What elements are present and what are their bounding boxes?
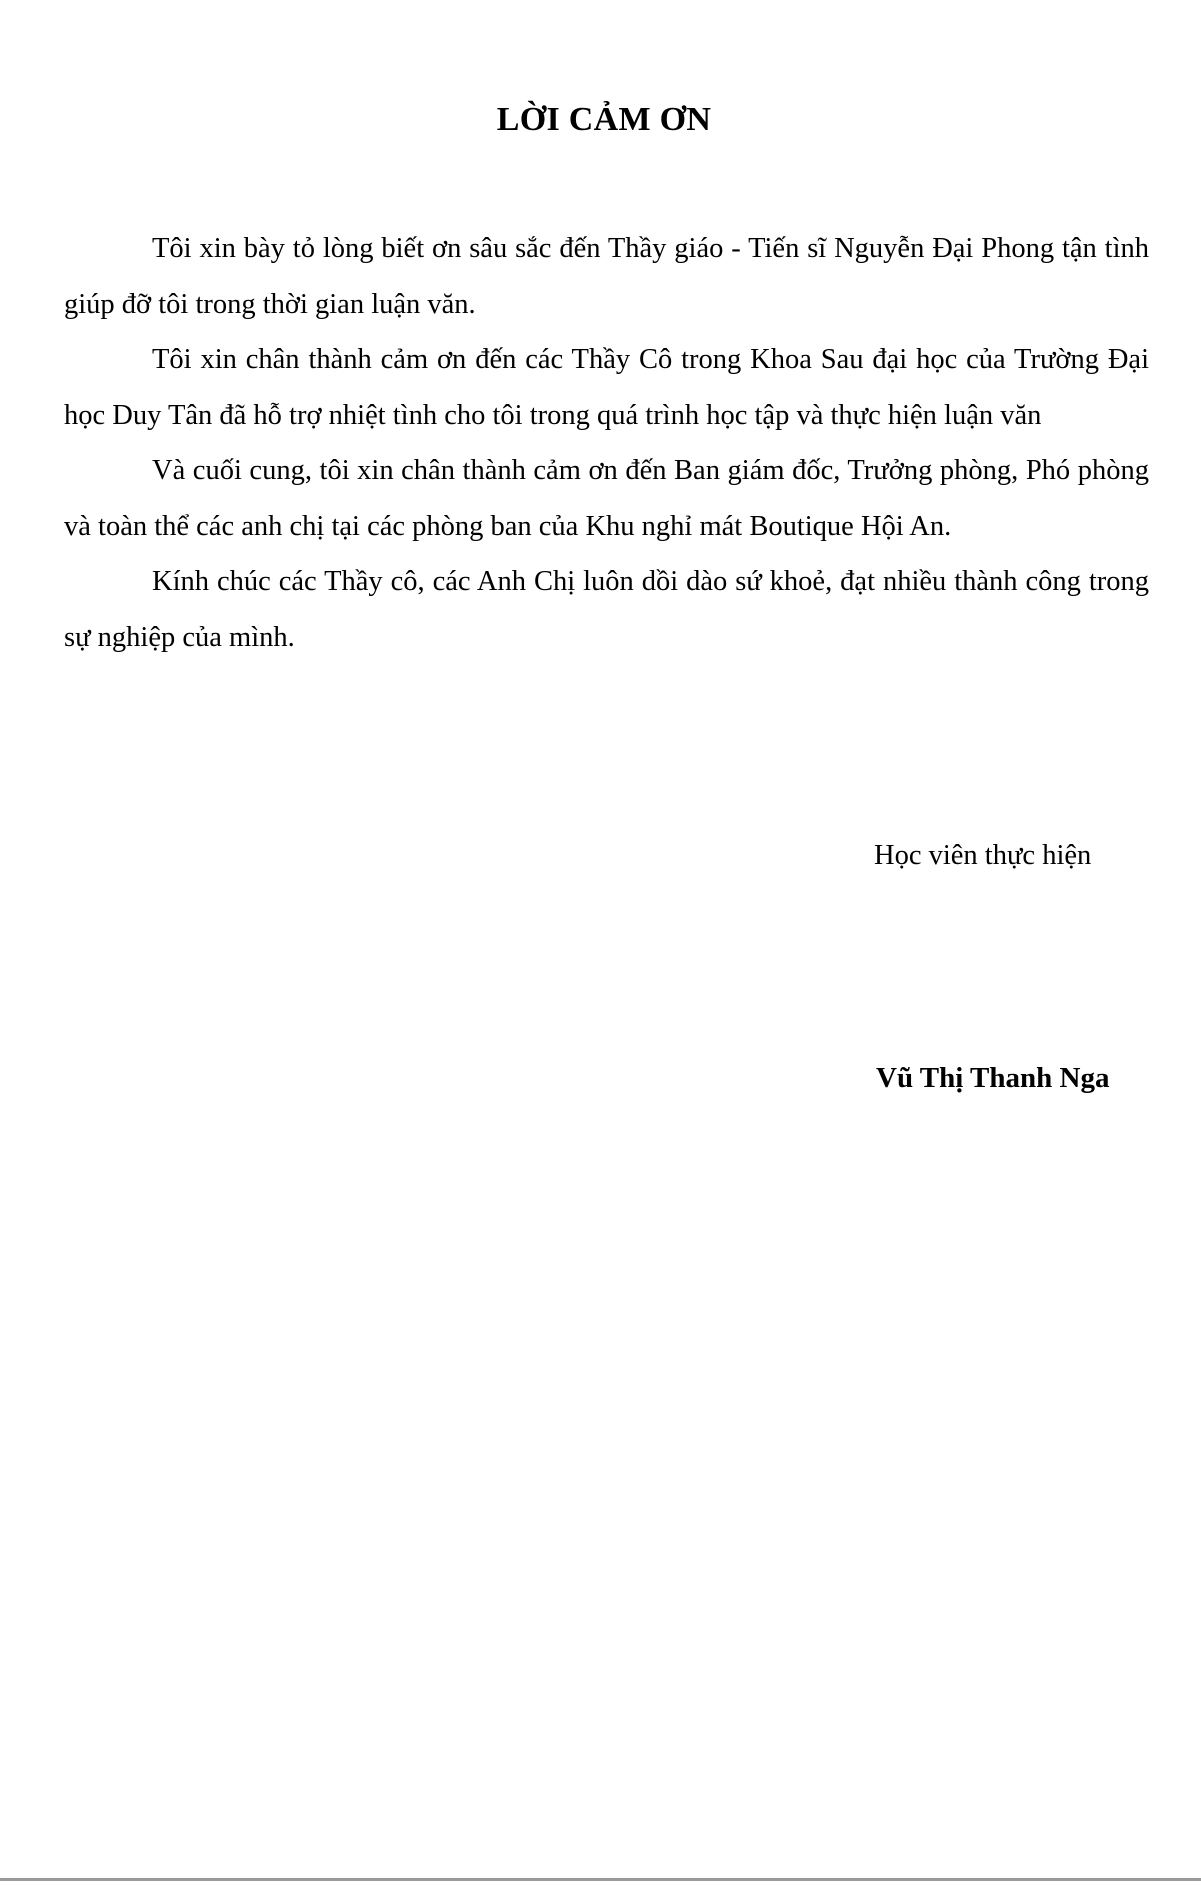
page-bottom-divider [0,1878,1201,1881]
paragraph-2: Tôi xin chân thành cảm ơn đến các Thầy Cô trong Khoa Sau đại học của Trường Đại học Duy Tân đã hỗ trợ nhiệt tình cho tôi trong quá trình học tập và thực hiện luận văn [64,344,1149,431]
signature-role: Học viên thực hiện [874,840,1092,871]
paragraph-1: Tôi xin bày tỏ lòng biết ơn sâu sắc đến Thầy giáo - Tiến sĩ Nguyễn Đại Phong tận tình giúp đỡ tôi trong thời gian luận văn. [64,233,1149,320]
acknowledgement-body [64,221,1149,665]
paragraph-3: Và cuối cung, tôi xin chân thành cảm ơn đến Ban giám đốc, Trưởng phòng, Phó phòng và toàn thể các anh chị tại các phòng ban của Khu nghỉ mát Boutique Hội An. [64,455,1149,542]
paragraph-4: Kính chúc các Thầy cô, các Anh Chị luôn dồi dào sứ khoẻ, đạt nhiều thành công trong sự nghiệp của mình. [64,566,1149,653]
page-title: LỜI CẢM ƠN [496,101,712,138]
signature-name: Vũ Thị Thanh Nga [876,1062,1110,1094]
